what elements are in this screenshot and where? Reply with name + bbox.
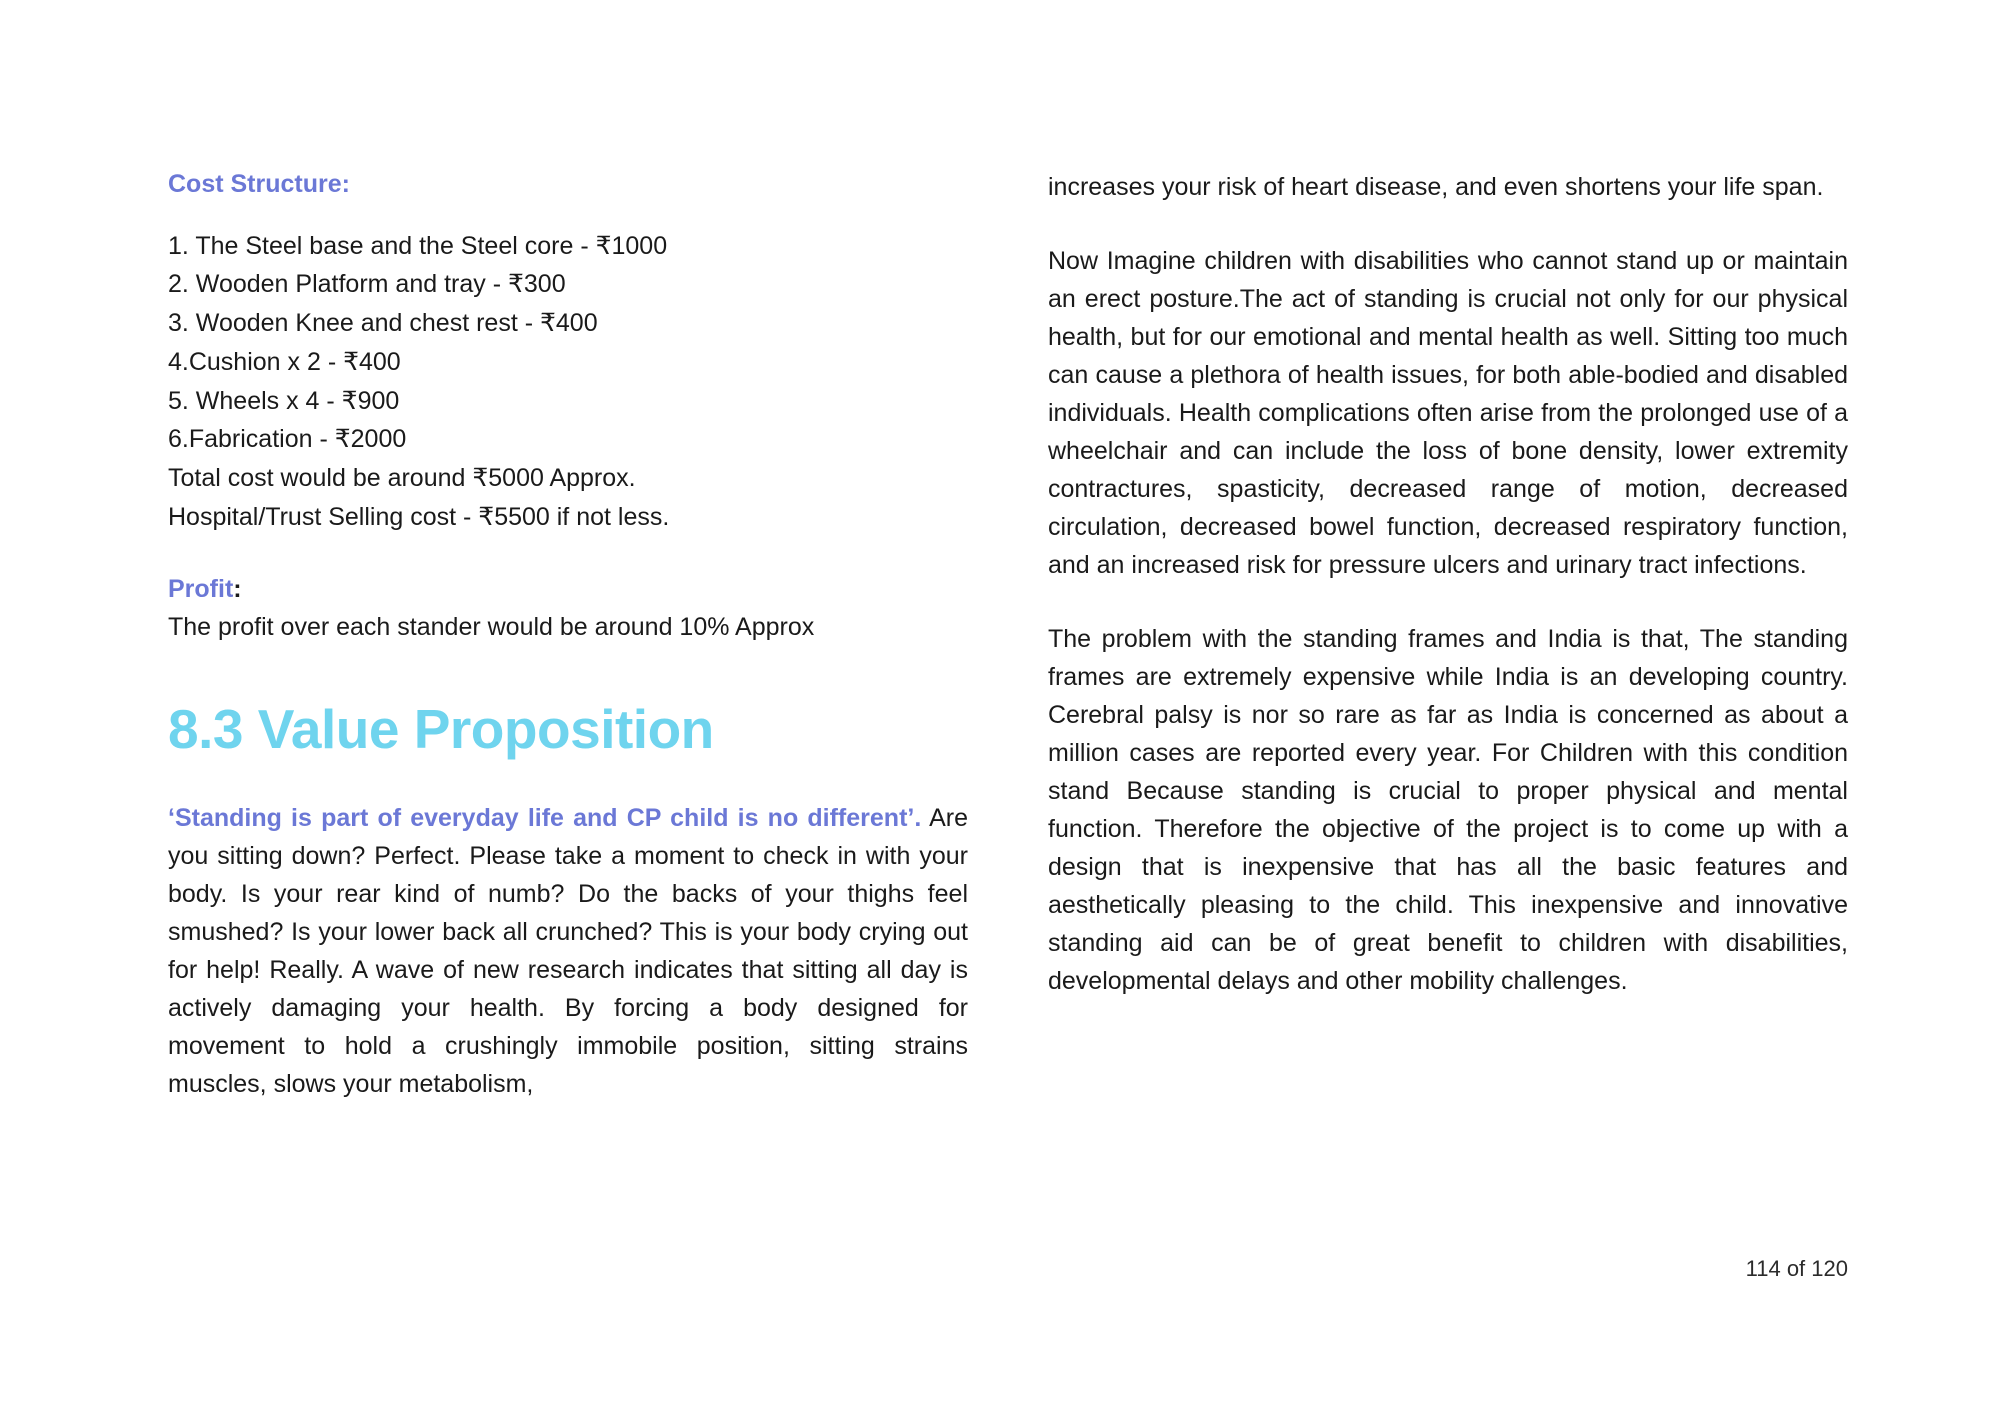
selling-cost-line: Hospital/Trust Selling cost - ₹5500 if not less. [168, 502, 670, 531]
page-number: 114 of 120 [1745, 1256, 1848, 1281]
list-item: 2. Wooden Platform and tray - ₹300 [168, 270, 566, 299]
value-paragraph-body: Are you sitting down? Perfect. Please take a moment to check in with your body. Is your rear kind of numb? Do the backs of your thighs feel smushed? Is your lower back all crunched? This is your body crying out for help! Really. A wave of new research indicates that sitting all day is actively damaging your health. By forcing a body designed for movement to hold a crushingly immobile position, sitting strains muscles, slows your metabolism, [168, 804, 968, 1099]
list-item: 5. Wheels x 4 - ₹900 [168, 386, 400, 415]
paragraph: Now Imagine children with disabilities who cannot stand up or maintain an erect posture.The act of standing is crucial not only for our physical health, but for our emotional and mental health as well. Sitting too much can cause a plethora of health issues, for both able-bodied and disabled individuals. Health complications often arise from the prolonged use of a wheelchair and can include the loss of bone density, lower extremity contractures, spasticity, decreased range of motion, decreased circulation, decreased bowel function, decreased respiratory function, and an increased risk for pressure ulcers and urinary tract infections. [1048, 247, 1848, 579]
total-cost-line: Total cost would be around ₹5000 Approx. [168, 464, 636, 492]
two-column-layout [168, 168, 1848, 1103]
section-title: 8.3 Value Proposition [168, 697, 714, 760]
cost-structure-list [168, 227, 968, 460]
profit-heading [168, 571, 968, 609]
left-column [168, 168, 968, 1103]
quote-lead-text: ‘Standing is part of everyday life and CP child is no different’. [168, 804, 922, 833]
value-proposition-paragraph [168, 799, 968, 1103]
paragraph: increases your risk of heart disease, and even shortens your life span. [1048, 173, 1824, 201]
spacer [168, 537, 968, 571]
right-column [1048, 168, 1848, 1103]
profit-heading-colon: : [233, 574, 242, 603]
list-item: 3. Wooden Knee and chest rest - ₹400 [168, 309, 598, 337]
profit-heading-label: Profit [168, 574, 234, 603]
paragraph: The problem with the standing frames and India is that, The standing frames are extremely expensive while India is an developing country. Cerebral palsy is nor so rare as far as India is concerned as about a million cases are reported every year. For Children with this condition stand Because standing is crucial to proper physical and mental function. Therefore the objective of the project is to come up with a design that is inexpensive that has all the basic features and aesthetically pleasing to the child. This inexpensive and innovative standing aid can be of great benefit to children with disabilities, developmental delays and other mobility challenges. [1048, 625, 1848, 995]
list-item: 4.Cushion x 2 - ₹400 [168, 347, 401, 376]
list-item: 6.Fabrication - ₹2000 [168, 425, 407, 454]
list-item: 1. The Steel base and the Steel core - ₹1000 [168, 231, 668, 260]
profit-text: The profit over each stander would be around 10% Approx [168, 613, 815, 641]
cost-structure-heading: Cost Structure: [168, 170, 350, 198]
